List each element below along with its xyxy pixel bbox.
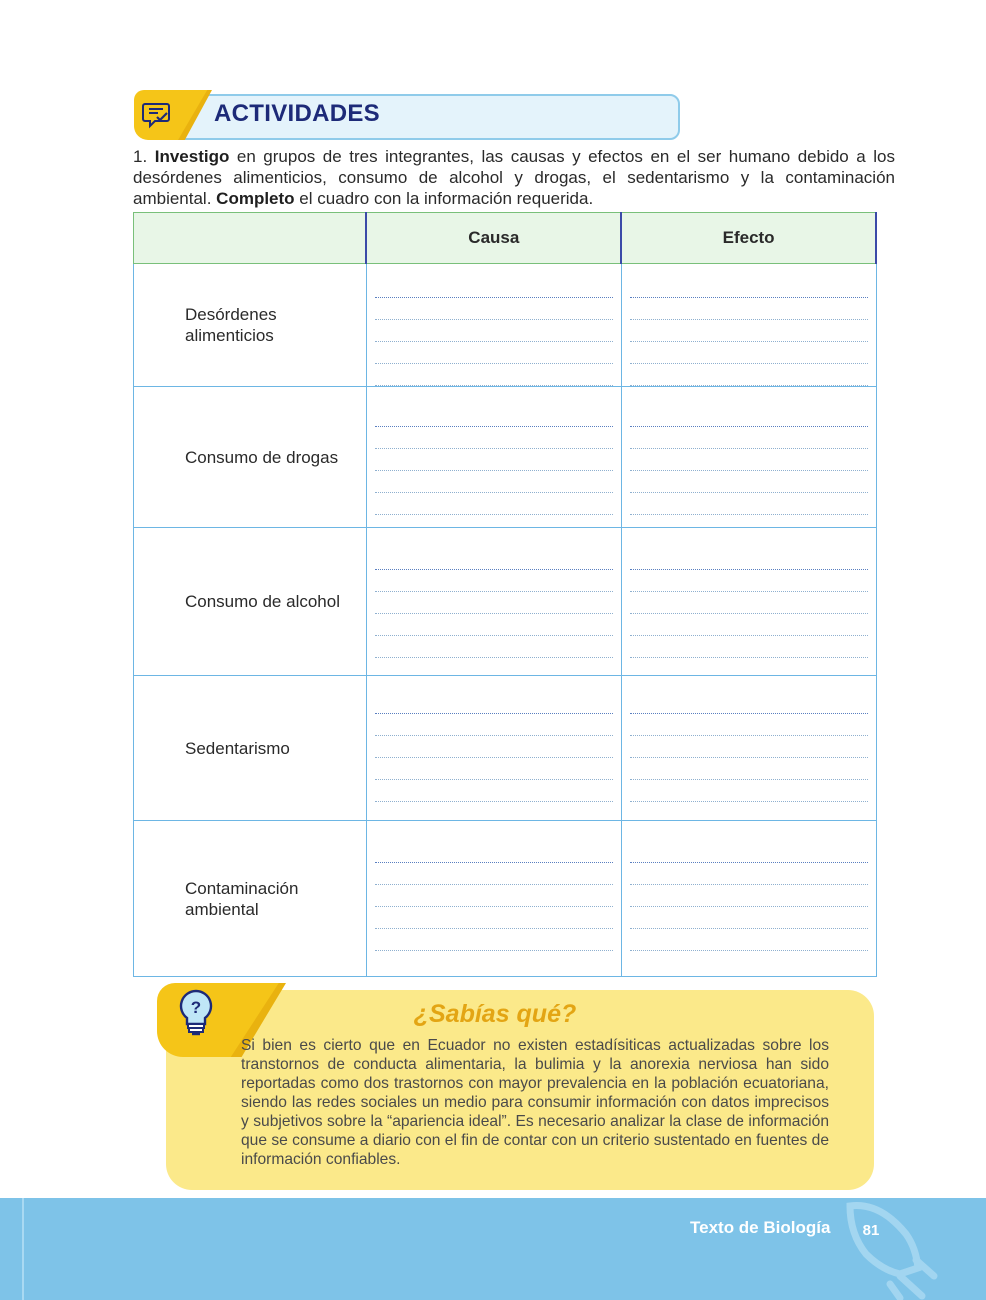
page-footer xyxy=(0,1198,986,1300)
table-row xyxy=(134,676,877,821)
efecto-answer-field[interactable] xyxy=(621,676,876,821)
svg-text:?: ? xyxy=(190,998,202,1017)
table-header-row xyxy=(134,213,877,264)
efecto-answer-field[interactable] xyxy=(621,821,876,977)
row-label-text: Sedentarismo xyxy=(185,738,290,758)
table-header-efecto: Efecto xyxy=(621,213,876,264)
page-number: 81 xyxy=(862,1222,880,1239)
instruction-number: 1. xyxy=(133,147,148,166)
row-label-sedentarismo xyxy=(134,676,367,821)
did-you-know-title: ¿Sabías qué? xyxy=(413,1000,577,1028)
efecto-answer-field[interactable] xyxy=(621,387,876,528)
table-header-empty xyxy=(134,213,367,264)
activity-title: ACTIVIDADES xyxy=(214,100,380,127)
did-you-know-body: Si bien es cierto que en Ecuador no existen estadísiticas actualizadas sobre los transtornos de conducta alimentaria, la bulimia y la anorexia nerviosa han sido reportadas como dos trastornos con mayor prevalencia en la población ecuatoriana, siendo las redes sociales un medio para consumir información con datos imprecisos y subjetivos sobre la “apariencia ideal”. Es necesario analizar la clase de información que se consume a diario con el fin de contar con un criterio sustentado en fuentes de información confiables. xyxy=(241,1037,829,1168)
footer-book-title: Texto de Biología xyxy=(690,1218,831,1237)
footer-divider xyxy=(22,1198,24,1300)
efecto-answer-field[interactable] xyxy=(621,264,876,387)
checklist-chat-icon xyxy=(142,100,172,130)
causa-answer-field[interactable] xyxy=(366,821,621,977)
causa-answer-field[interactable] xyxy=(366,528,621,676)
row-label-alcohol xyxy=(134,528,367,676)
efecto-answer-field[interactable] xyxy=(621,528,876,676)
cause-effect-table xyxy=(133,212,877,977)
table-header-causa: Causa xyxy=(366,213,621,264)
lightbulb-question-icon xyxy=(174,988,218,1038)
table-row xyxy=(134,528,877,676)
instruction-body-2: el cuadro con la información requerida. xyxy=(294,189,594,208)
table-row xyxy=(134,264,877,387)
instruction-bold-completo: Completo xyxy=(216,189,295,208)
instruction-text xyxy=(133,146,895,209)
table-row xyxy=(134,821,877,977)
table-row xyxy=(134,387,877,528)
causa-answer-field[interactable] xyxy=(366,387,621,528)
row-label-text: Contaminación ambiental xyxy=(185,878,299,919)
row-label-text: Desórdenes alimenticios xyxy=(185,305,277,345)
row-label-text: Consumo de drogas xyxy=(185,447,339,467)
instruction-bold-investigo: Investigo xyxy=(154,147,230,166)
rocket-icon xyxy=(830,1198,940,1300)
causa-answer-field[interactable] xyxy=(366,676,621,821)
causa-answer-field[interactable] xyxy=(366,264,621,387)
row-label-desordenes xyxy=(134,264,367,387)
row-label-contaminacion xyxy=(134,821,367,977)
row-label-drogas xyxy=(134,387,367,528)
instruction-body-1: en grupos de tres integrantes, las causas y efectos en el ser humano debido a los desórdenes alimenticios, consumo de alcohol y drogas, el sedentarismo y la contaminación ambiental. xyxy=(133,147,895,208)
activity-header xyxy=(134,90,682,142)
row-label-text: Consumo de alcohol xyxy=(185,592,340,611)
